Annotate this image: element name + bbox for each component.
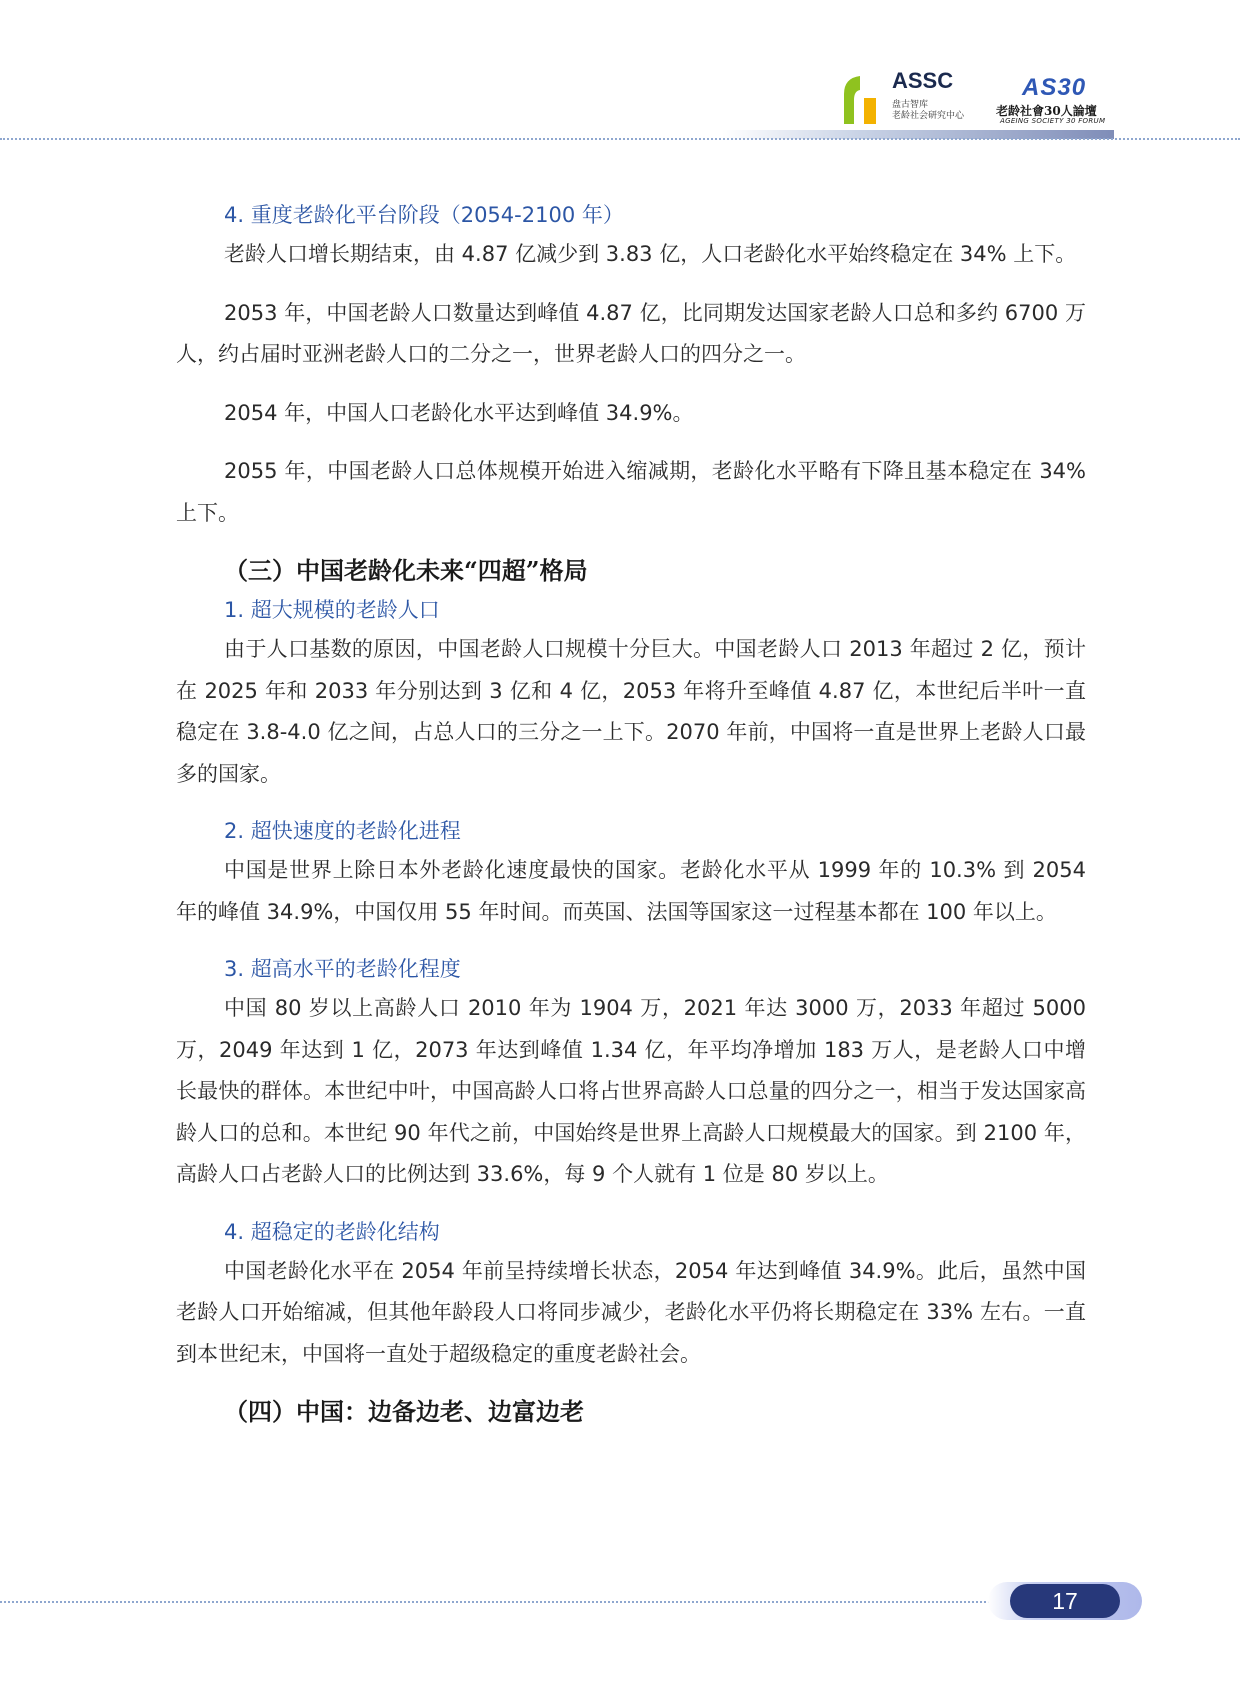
assc-logo-subtitle (892, 100, 987, 122)
phase4-heading: 4. 重度老龄化平台阶段（2054-2100 年） (224, 203, 624, 227)
assc-logo-subtitle-line2: 老龄社会研究中心 (892, 111, 965, 121)
page-content (176, 196, 1086, 1432)
assc-logo-mark-icon (838, 72, 882, 124)
as30-logo-english: AGEING SOCIETY 30 FORUM (1000, 117, 1106, 125)
phase4-paragraph-2: 2053 年，中国老龄人口数量达到峰值 4.87 亿，比同期发达国家老龄人口总和多约 6700 万人，约占届时亚洲老龄人口的二分之一，世界老龄人口的四分之一。 (176, 300, 1086, 366)
item2-paragraph: 中国是世界上除日本外老龄化速度最快的国家。老龄化水平从 1999 年的 10.3% 到 2054 年的峰值 34.9%，中国仅用 55 年时间。而英国、法国等国家这一过程基本都在 100 年以上。 (176, 858, 1086, 924)
assc-logo-subtitle-line1: 盘古智库 (892, 100, 929, 110)
assc-logo (838, 68, 988, 128)
item3-heading: 3. 超高水平的老龄化程度 (224, 957, 461, 981)
footer-divider (0, 1601, 990, 1603)
item3-paragraph: 中国 80 岁以上高龄人口 2010 年为 1904 万，2021 年达 3000 万，2033 年超过 5000 万，2049 年达到 1 亿，2073 年达到峰值 1.34 亿，年平均净增加 183 万人，是老龄人口中增长最快的群体。本世纪中叶，中国高龄人口将占世界高龄人口总量的四分之一，相当于发达国家高龄人口的总和。本世纪 90 年代之前，中国始终是世界上高龄人口规模最大的国家。到 2100 年，高龄人口占老龄人口的比例达到 33.6%，每 9 个人就有 1 位是 80 岁以上。 (176, 996, 1086, 1186)
phase4-paragraph-3: 2054 年，中国人口老龄化水平达到峰值 34.9%。 (224, 400, 694, 425)
item4-paragraph: 中国老龄化水平在 2054 年前呈持续增长状态，2054 年达到峰值 34.9%。此后，虽然中国老龄人口开始缩减，但其他年龄段人口将同步减少，老龄化水平仍将长期稳定在 33% 左右。一直到本世纪末，中国将一直处于超级稳定的重度老龄社会。 (176, 1258, 1086, 1366)
page-number: 17 (1010, 1584, 1120, 1618)
phase4-paragraph-4: 2055 年，中国老龄人口总体规模开始进入缩减期，老龄化水平略有下降且基本稳定在 34% 上下。 (176, 459, 1086, 525)
item2-heading: 2. 超快速度的老龄化进程 (224, 819, 461, 843)
as30-logo-name: AS30 (1022, 74, 1087, 101)
header-divider (0, 138, 1240, 140)
as30-logo (992, 72, 1117, 128)
section-three-title: （三）中国老龄化未来“四超”格局 (224, 556, 588, 585)
phase4-paragraph-1: 老龄人口增长期结束，由 4.87 亿减少到 3.83 亿，人口老龄化水平始终稳定在 34% 上下。 (224, 242, 1077, 266)
item1-heading: 1. 超大规模的老龄人口 (224, 598, 440, 622)
as30-logo-chinese: 老龄社會30人論壇 (996, 104, 1097, 118)
item4-heading: 4. 超稳定的老龄化结构 (224, 1219, 440, 1244)
item1-paragraph: 由于人口基数的原因，中国老龄人口规模十分巨大。中国老龄人口 2013 年超过 2 亿，预计在 2025 年和 2033 年分别达到 3 亿和 4 亿，2053 年将升至峰值 4.87 亿，本世纪后半叶一直稳定在 3.8-4.0 亿之间，占总人口的三分之一上下。2070 年前，中国将一直是世界上老龄人口最多的国家。 (176, 637, 1086, 786)
assc-logo-name: ASSC (892, 68, 954, 93)
section-four-title: （四）中国：边备边老、边富边老 (224, 1397, 584, 1426)
